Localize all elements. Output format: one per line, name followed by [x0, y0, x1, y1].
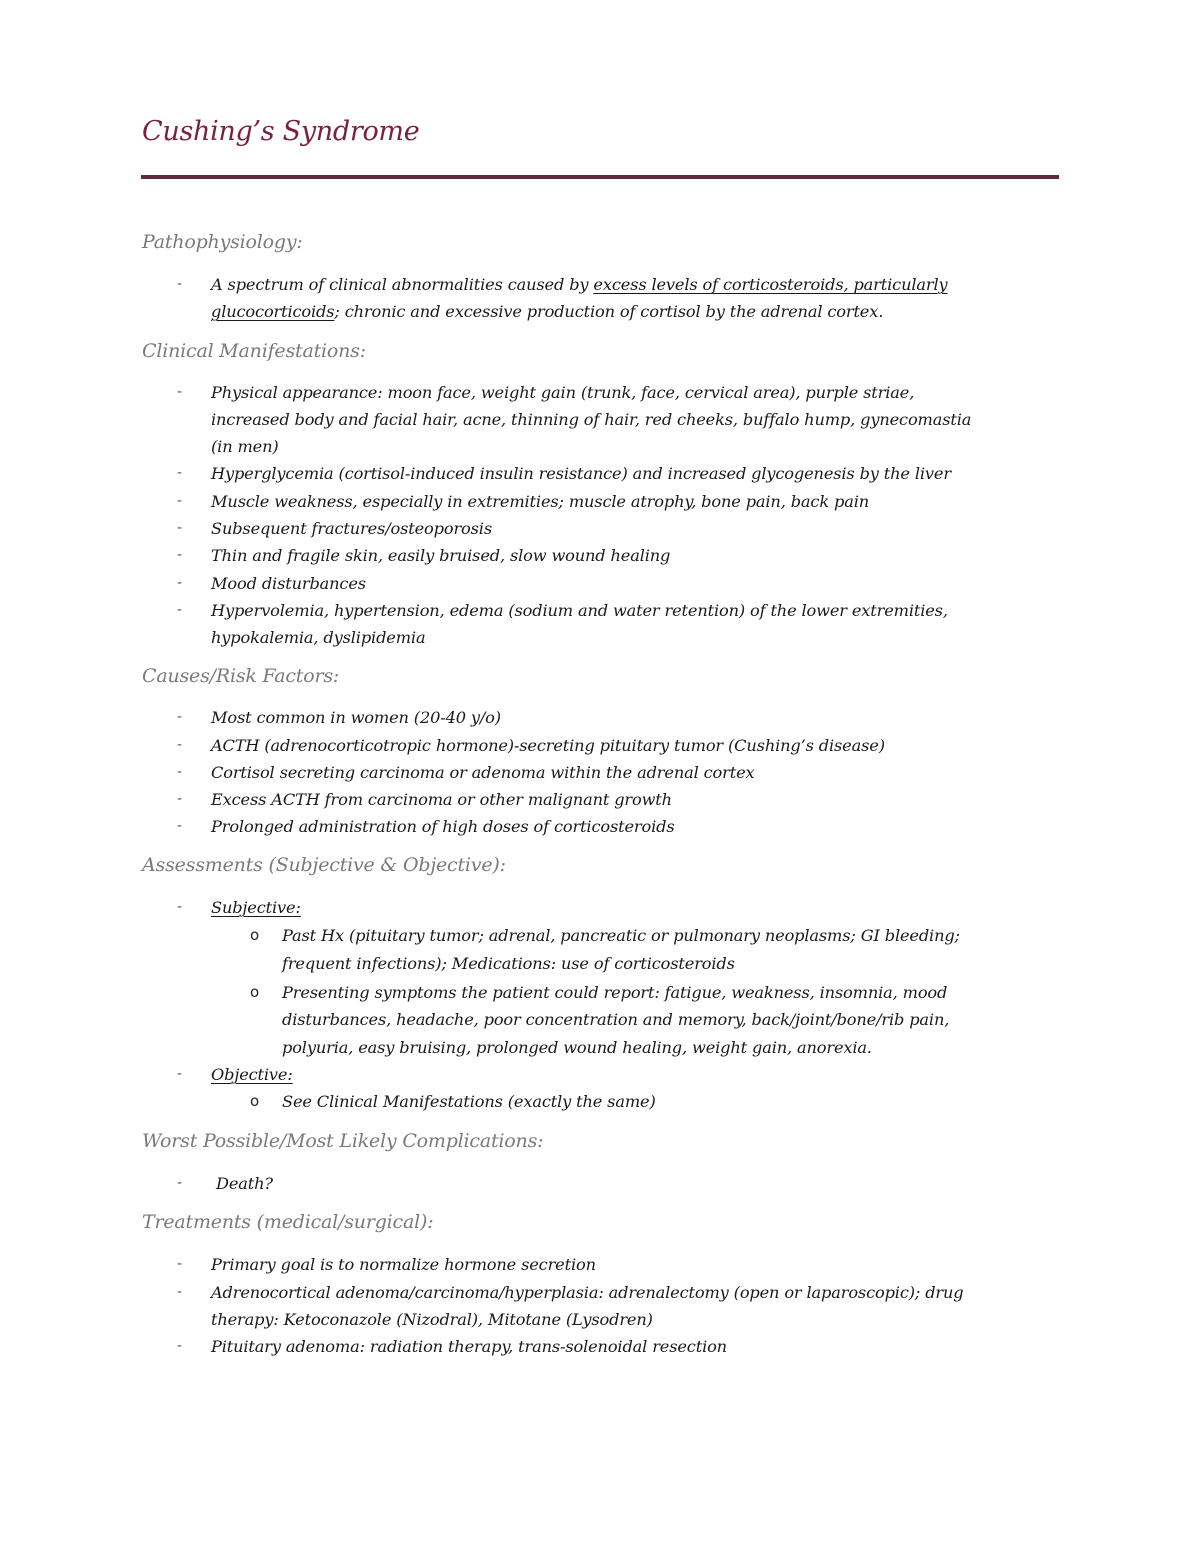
dash-bullet: - [177, 493, 182, 509]
dash-bullet: - [177, 818, 182, 834]
dash-bullet: - [177, 709, 182, 725]
subjective-label: Subjective: [211, 898, 301, 917]
list-item-text: Thin and fragile skin, easily bruised, slow wound healing [211, 546, 671, 565]
list-item-text: Hypervolemia, hypertension, edema (sodium and water retention) of the lower extremities, [211, 601, 948, 620]
objective-label: Objective: [211, 1065, 293, 1084]
dash-bullet: - [177, 1338, 182, 1354]
dash-bullet: - [177, 465, 182, 481]
dash-bullet: - [177, 1284, 182, 1300]
heading-pathophysiology: Pathophysiology: [142, 231, 303, 253]
list-item-text: Pituitary adenoma: radiation therapy, trans-solenoidal resection [211, 1337, 727, 1356]
dash-bullet: - [177, 1256, 182, 1272]
page-title: Cushing’s Syndrome [142, 116, 420, 147]
dash-bullet: - [177, 764, 182, 780]
heading-clinical-manifestations: Clinical Manifestations: [142, 340, 366, 362]
dash-bullet: - [177, 547, 182, 563]
circle-bullet: o [250, 983, 260, 1001]
list-item-text: Subsequent fractures/osteoporosis [211, 519, 492, 538]
list-item-text: Primary goal is to normalize hormone secretion [211, 1255, 596, 1274]
sub-list-item-text: disturbances, headache, poor concentration and memory, back/joint/bone/rib pain, [282, 1010, 950, 1029]
list-item-text: Prolonged administration of high doses of corticosteroids [211, 817, 675, 836]
list-item-text: hypokalemia, dyslipidemia [211, 628, 426, 647]
circle-bullet: o [250, 1092, 260, 1110]
dash-bullet: - [177, 791, 182, 807]
list-item-text: (in men) [211, 437, 279, 456]
patho-underlined: excess levels of corticosteroids, particularly [593, 275, 948, 294]
dash-bullet: - [177, 575, 182, 591]
sub-list-item-text: See Clinical Manifestations (exactly the same) [282, 1092, 656, 1111]
list-item-text: Death? [211, 1174, 273, 1193]
list-item-text: therapy: Ketoconazole (Nizodral), Mitotane (Lysodren) [211, 1310, 653, 1329]
list-item-text: Hyperglycemia (cortisol-induced insulin resistance) and increased glycogenesis by the liver [211, 464, 951, 483]
sub-list-item-text: polyuria, easy bruising, prolonged wound healing, weight gain, anorexia. [282, 1038, 872, 1057]
circle-bullet: o [250, 926, 260, 944]
dash-bullet: - [177, 1175, 182, 1191]
heading-complications: Worst Possible/Most Likely Complications: [142, 1130, 544, 1152]
dash-bullet: - [177, 1066, 182, 1082]
dash-bullet: - [177, 520, 182, 536]
sub-list-item-text: Presenting symptoms the patient could report: fatigue, weakness, insomnia, mood [282, 983, 948, 1002]
title-rule [141, 175, 1059, 179]
list-item-text: Adrenocortical adenoma/carcinoma/hyperplasia: adrenalectomy (open or laparoscopic); drug [211, 1283, 964, 1302]
list-item-text: Most common in women (20-40 y/o) [211, 708, 501, 727]
dash-bullet: - [177, 737, 182, 753]
heading-treatments: Treatments (medical/surgical): [142, 1211, 434, 1233]
dash-bullet: - [177, 899, 182, 915]
heading-causes-risk-factors: Causes/Risk Factors: [142, 665, 340, 687]
dash-bullet: - [177, 384, 182, 400]
sub-list-item-text: Past Hx (pituitary tumor; adrenal, pancreatic or pulmonary neoplasms; GI bleeding; [282, 926, 960, 945]
list-item-text: Cortisol secreting carcinoma or adenoma within the adrenal cortex [211, 763, 755, 782]
dash-bullet: - [177, 602, 182, 618]
patho-underlined: glucocorticoids [211, 302, 335, 321]
sub-list-item-text: frequent infections); Medications: use of corticosteroids [282, 954, 735, 973]
list-item-text: ACTH (adrenocorticotropic hormone)-secreting pituitary tumor (Cushing’s disease) [211, 736, 885, 755]
list-item-text: Physical appearance: moon face, weight gain (trunk, face, cervical area), purple striae, [211, 383, 915, 402]
heading-assessments: Assessments (Subjective & Objective): [142, 854, 506, 876]
patho-text: A spectrum of clinical abnormalities caused by [211, 275, 594, 294]
list-item-text: Excess ACTH from carcinoma or other malignant growth [211, 790, 672, 809]
list-item-text: increased body and facial hair, acne, thinning of hair, red cheeks, buffalo hump, gynecomastia [211, 410, 972, 429]
patho-text: ; chronic and excessive production of cortisol by the adrenal cortex. [334, 302, 884, 321]
list-item-text: Mood disturbances [211, 574, 366, 593]
dash-bullet: - [177, 276, 182, 292]
list-item-text: Muscle weakness, especially in extremities; muscle atrophy, bone pain, back pain [211, 492, 870, 511]
